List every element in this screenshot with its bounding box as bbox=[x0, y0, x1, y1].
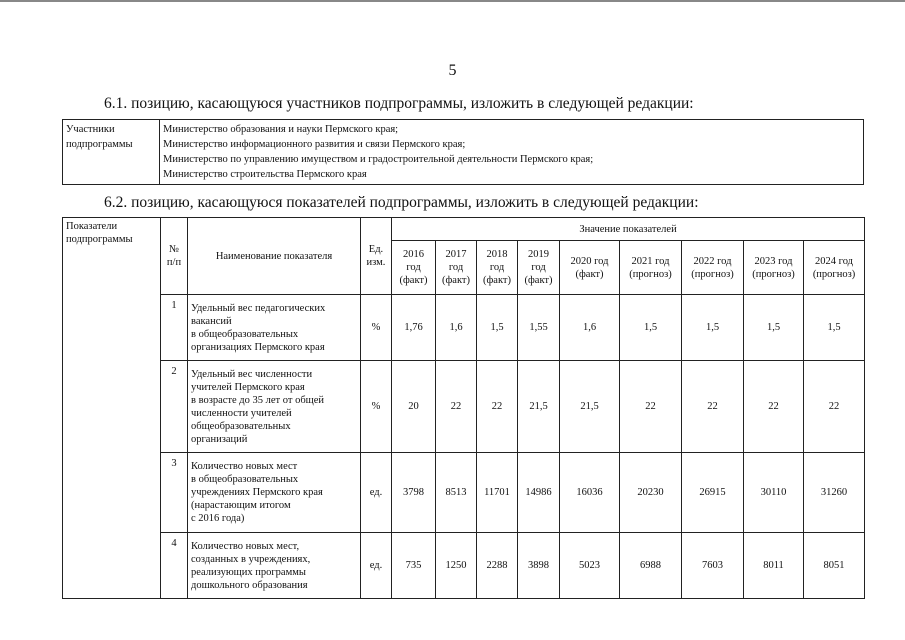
row-indicator-name-line: Количество новых мест, bbox=[191, 540, 300, 552]
header-year-line: 2018 bbox=[486, 249, 508, 260]
scan-top-border bbox=[0, 0, 905, 8]
row-value: 22 bbox=[477, 361, 518, 453]
row-indicator-name bbox=[188, 295, 361, 361]
row-value: 1,5 bbox=[620, 295, 682, 361]
row-number: 2 bbox=[161, 361, 188, 453]
header-year-line: год bbox=[531, 262, 546, 273]
row-value: 1,5 bbox=[682, 295, 744, 361]
row-indicator-name-line: в возрасте до 35 лет от общей bbox=[191, 394, 325, 406]
header-year-line: (факт) bbox=[441, 275, 470, 286]
indicators-label-line: подпрограммы bbox=[66, 234, 133, 245]
header-year-line: 2022 год bbox=[693, 255, 732, 267]
row-value: 3798 bbox=[392, 453, 436, 533]
header-year bbox=[436, 241, 477, 295]
row-indicator-name-line: численности учителей bbox=[191, 407, 292, 419]
section-heading-indicators: 6.2. позицию, касающуюся показателей подпрограммы, изложить в следующей редакции: bbox=[104, 194, 699, 211]
row-value: 11701 bbox=[477, 453, 518, 533]
row-value: 30110 bbox=[744, 453, 804, 533]
row-indicator-name-line: Удельный вес численности bbox=[191, 368, 313, 380]
row-indicator-name-line: созданных в учреждениях, bbox=[191, 553, 311, 565]
header-name: Наименование показателя bbox=[188, 218, 361, 295]
table-row bbox=[63, 533, 865, 599]
participants-label-line: Участники bbox=[66, 124, 115, 135]
row-indicator-name bbox=[188, 453, 361, 533]
header-year-line: год bbox=[406, 262, 421, 273]
row-value: 21,5 bbox=[518, 361, 560, 453]
participant-item: Министерство строительства Пермского края bbox=[163, 169, 367, 180]
header-year bbox=[744, 241, 804, 295]
row-unit: ед. bbox=[361, 453, 392, 533]
header-year bbox=[477, 241, 518, 295]
row-value: 6988 bbox=[620, 533, 682, 599]
row-value: 1,6 bbox=[436, 295, 477, 361]
row-indicator-name-line: Количество новых мест bbox=[191, 461, 298, 472]
header-year-line: 2021 год bbox=[631, 255, 670, 267]
row-value: 8513 bbox=[436, 453, 477, 533]
participant-item: Министерство информационного развития и связи Пермского края; bbox=[163, 139, 466, 150]
indicators-table bbox=[62, 217, 865, 599]
row-indicator-name-line: реализующих программы bbox=[191, 566, 306, 578]
row-value: 1,5 bbox=[477, 295, 518, 361]
row-value: 1,6 bbox=[560, 295, 620, 361]
header-values-group: Значение показателей bbox=[392, 218, 865, 241]
row-value: 1250 bbox=[436, 533, 477, 599]
row-value: 1,55 bbox=[518, 295, 560, 361]
page-number: 5 bbox=[448, 62, 457, 79]
header-year-line: (прогноз) bbox=[752, 268, 795, 280]
row-indicator-name-line: общеобразовательных bbox=[191, 420, 291, 432]
row-number: 4 bbox=[161, 533, 188, 599]
indicators-label-cell bbox=[63, 218, 161, 599]
header-year bbox=[518, 241, 560, 295]
header-unit bbox=[361, 218, 392, 295]
header-year-line: (прогноз) bbox=[629, 268, 672, 280]
header-year-line: (факт) bbox=[482, 275, 511, 286]
row-indicator-name-line: Удельный вес педагогических bbox=[191, 302, 326, 314]
header-year-line: 2023 год bbox=[754, 255, 793, 267]
participants-label-line: подпрограммы bbox=[66, 139, 133, 150]
row-indicator-name-line: учреждениях Пермского края bbox=[191, 487, 323, 498]
participants-row bbox=[63, 120, 864, 185]
row-indicator-name bbox=[188, 361, 361, 453]
header-year bbox=[804, 241, 865, 295]
header-num-line: п/п bbox=[166, 257, 182, 268]
row-indicator-name-line: с 2016 года) bbox=[191, 513, 245, 524]
row-value: 20 bbox=[392, 361, 436, 453]
row-number: 1 bbox=[161, 295, 188, 361]
table-row bbox=[63, 295, 865, 361]
header-year-line: (факт) bbox=[399, 275, 428, 286]
header-year-line: (факт) bbox=[524, 275, 553, 286]
header-year-line: (прогноз) bbox=[812, 268, 856, 280]
row-value: 22 bbox=[804, 361, 865, 453]
row-unit: ед. bbox=[361, 533, 392, 599]
participant-item: Министерство образования и науки Пермского края; bbox=[163, 124, 399, 135]
header-year-line: год bbox=[489, 262, 505, 273]
row-value: 22 bbox=[620, 361, 682, 453]
participants-table bbox=[62, 119, 864, 185]
row-value: 31260 bbox=[804, 453, 865, 533]
row-indicator-name-line: вакансий bbox=[191, 315, 232, 327]
header-year-line: (прогноз) bbox=[691, 268, 734, 280]
row-value: 3898 bbox=[518, 533, 560, 599]
row-value: 22 bbox=[436, 361, 477, 453]
row-value: 7603 bbox=[682, 533, 744, 599]
row-value: 21,5 bbox=[560, 361, 620, 453]
header-unit-line: изм. bbox=[366, 257, 386, 268]
header-unit-line: Ед. bbox=[368, 244, 384, 255]
header-year-line: 2019 bbox=[528, 249, 549, 260]
header-year bbox=[620, 241, 682, 295]
header-year-line: год bbox=[448, 262, 464, 273]
header-num bbox=[161, 218, 188, 295]
row-value: 735 bbox=[392, 533, 436, 599]
header-year-line: 2020 год bbox=[570, 255, 609, 267]
row-indicator-name-line: дошкольного образования bbox=[191, 579, 308, 591]
header-year bbox=[560, 241, 620, 295]
header-num-line: № bbox=[168, 244, 180, 255]
row-indicator-name bbox=[188, 533, 361, 599]
row-indicator-name-line: в общеобразовательных bbox=[191, 328, 299, 340]
row-indicator-name-line: учителей Пермского края bbox=[191, 381, 305, 393]
row-unit: % bbox=[361, 295, 392, 361]
header-year-line: 2017 bbox=[445, 249, 467, 260]
header-year-line: 2024 год bbox=[815, 255, 854, 267]
indicators-label-line: Показатели bbox=[66, 221, 118, 232]
section-heading-participants: 6.1. позицию, касающуюся участников подпрограммы, изложить в следующей редакции: bbox=[104, 95, 694, 112]
row-unit: % bbox=[361, 361, 392, 453]
header-year-line: (факт) bbox=[575, 268, 604, 280]
row-value: 2288 bbox=[477, 533, 518, 599]
participant-item: Министерство по управлению имуществом и градостроительной деятельности Пермского края; bbox=[163, 154, 594, 165]
row-value: 8051 bbox=[804, 533, 865, 599]
header-year-line: 2016 bbox=[403, 249, 424, 260]
row-value: 1,76 bbox=[392, 295, 436, 361]
row-number: 3 bbox=[161, 453, 188, 533]
row-value: 1,5 bbox=[744, 295, 804, 361]
participants-list-cell bbox=[160, 120, 864, 185]
row-value: 8011 bbox=[744, 533, 804, 599]
row-value: 5023 bbox=[560, 533, 620, 599]
row-indicator-name-line: в общеобразовательных bbox=[191, 474, 299, 485]
row-value: 26915 bbox=[682, 453, 744, 533]
table-row bbox=[63, 361, 865, 453]
row-indicator-name-line: организаций bbox=[191, 433, 248, 445]
row-value: 22 bbox=[682, 361, 744, 453]
header-row-group bbox=[63, 218, 865, 241]
row-indicator-name-line: (нарастающим итогом bbox=[191, 500, 291, 511]
row-indicator-name-line: организациях Пермского края bbox=[191, 341, 325, 353]
row-value: 22 bbox=[744, 361, 804, 453]
row-value: 20230 bbox=[620, 453, 682, 533]
participants-label-cell bbox=[63, 120, 160, 185]
table-row bbox=[63, 453, 865, 533]
row-value: 1,5 bbox=[804, 295, 865, 361]
row-value: 16036 bbox=[560, 453, 620, 533]
header-year bbox=[392, 241, 436, 295]
row-value: 14986 bbox=[518, 453, 560, 533]
header-year bbox=[682, 241, 744, 295]
